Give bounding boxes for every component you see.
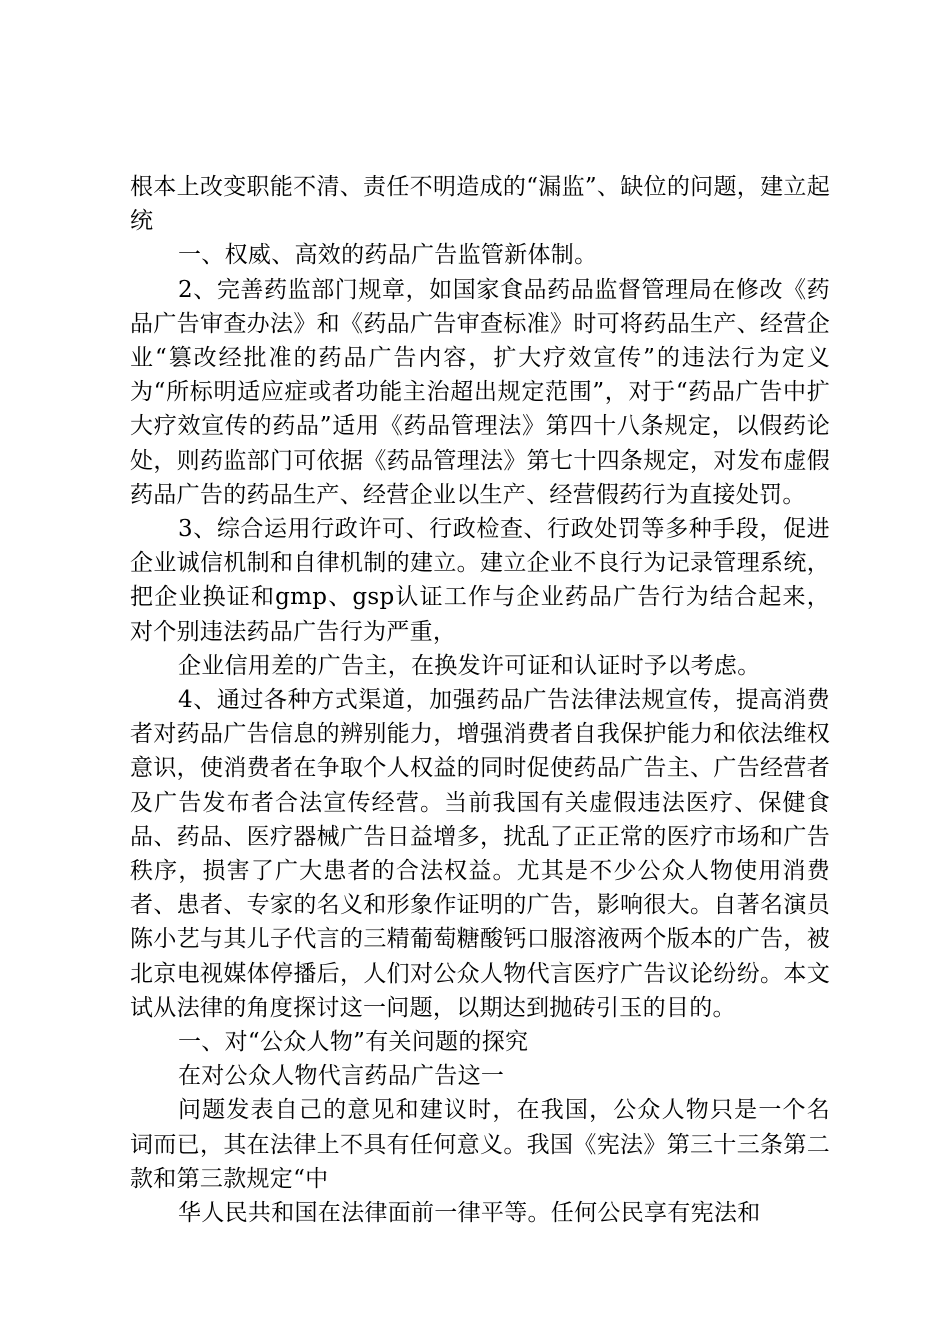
paragraph-9: 问题发表自己的意见和建议时，在我国，公众人物只是一个名词而已，其在法律上不具有任何意义。我国《宪法》第三十三条第二款和第三款规定“中 — [130, 1097, 830, 1192]
paragraph-6: 4、通过各种方式渠道，加强药品广告法律法规宣传，提高消费者对药品广告信息的辨别能力，增强消费者自我保护能力和依法维权意识，使消费者在争取个人权益的同时促使药品广告主、广告经营者及广告发布者合法宣传经营。当前我国有关虚假违法医疗、保健食品、药品、医疗器械广告日益增多，扰乱了正正常的医疗市场和广告秩序，损害了广大患者的合法权益。尤其是不少公众人物使用消费者、患者、专家的名义和形象作证明的广告，影响很大。自著名演员陈小艺与其儿子代言的三精葡萄糖酸钙口服溶液两个版本的广告，被北京电视媒体停播后，人们对公众人物代言医疗广告议论纷纷。本文试从法律的角度探讨这一问题，以期达到抛砖引玉的目的。 — [130, 687, 830, 1021]
paragraph-8: 在对公众人物代言药品广告这一 — [178, 1063, 505, 1090]
section-heading: 一、对“公众人物”有关问题的探究 — [178, 1029, 529, 1056]
paragraph-4: 3、综合运用行政许可、行政检查、行政处罚等多种手段，促进企业诚信机制和自律机制的建立。建立企业不良行为记录管理系统，把企业换证和gmp、gsp认证工作与企业药品广告行为结合起来，对个别违法药品广告行为严重， — [130, 516, 830, 645]
paragraph-2: 一、权威、高效的药品广告监管新体制。 — [178, 242, 598, 269]
paragraph-1: 根本上改变职能不清、责任不明造成的“漏监”、缺位的问题，建立起统 — [130, 174, 830, 235]
paragraph-10: 华人民共和国在法律面前一律平等。任何公民享有宪法和 — [178, 1200, 761, 1227]
paragraph-5: 企业信用差的广告主，在换发许可证和认证时予以考虑。 — [178, 652, 761, 679]
document-body — [130, 170, 830, 1230]
paragraph-3: 2、完善药监部门规章，如国家食品药品监督管理局在修改《药品广告审查办法》和《药品广告审查标准》时可将药品生产、经营企业“篡改经批准的药品广告内容，扩大疗效宣传”的违法行为定义为“所标明适应症或者功能主治超出规定范围”，对于“药品广告中扩大疗效宣传的药品”适用《药品管理法》第四十八条规定，以假药论处，则药监部门可依据《药品管理法》第七十四条规定，对发布虚假药品广告的药品生产、经营企业以生产、经营假药行为直接处罚。 — [130, 276, 830, 508]
